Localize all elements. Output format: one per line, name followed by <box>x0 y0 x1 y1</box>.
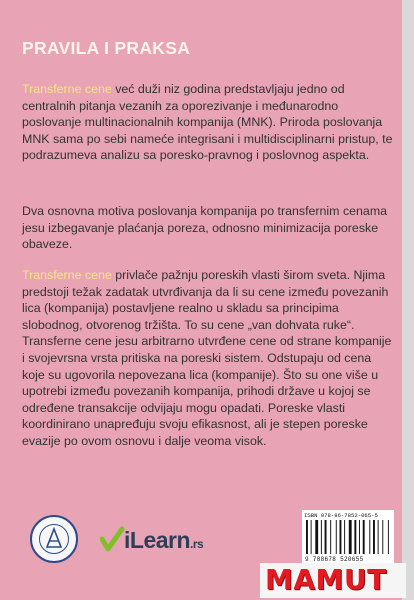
logo-main-text: iLearn <box>124 527 191 553</box>
logo-suffix-text: .rs <box>190 537 204 551</box>
cover-title: PRAVILA I PRAKSA <box>22 38 191 58</box>
logo-wordmark <box>124 527 203 554</box>
paragraph-tax-authorities <box>22 267 394 450</box>
page-edge <box>402 0 414 600</box>
paragraph-intro <box>22 81 394 164</box>
highlight-term: Transferne cene <box>22 82 112 96</box>
paragraph-text: već duži niz godina predstavljaju jedno od centralnih pitanja vezanih za oporezivanje i međunarodno poslovanje multinacionalnih kompanija (MNK). Priroda poslovanja MNK sama po sebi nameće integrisani i multidisciplinarni pristup, te podrazumeva analizu sa poresko-pravnog i poslovnog aspekta. <box>22 82 393 163</box>
university-seal-icon <box>30 515 78 563</box>
paragraph-text: privlače pažnju poreskih vlasti širom sveta. Njima predstoji težak zadatak utvrđivanja da li su cene između povezanih lica (kompanija) postavljene realno u skladu sa principima slobodnog, otvorenog tržišta. To su cene „van dohvata ruke“. Transferne cene jesu arbitrarno utvrđene cene od strane kompanije i svojevrsna vrsta pritiska na poreski sistem. Odstupaju od cena koje su ugovorila nepovezana lica (kompanije). Što su one više u upotrebi između povezanih kompanija, prihodi države u kojoj se određene transakcije odvijaju mogu opadati. Poreske vlasti koordinirano unapređuju svoju efikasnost, ali je stepen poreske evazije po ovom osnovu i dalje veoma visok. <box>22 268 392 448</box>
watermark-text: MAMUT <box>265 563 387 596</box>
seal-emblem <box>32 517 76 561</box>
barcode-number: 9 788678 520655 <box>305 556 364 563</box>
paragraph-text: Dva osnovna motiva poslovanja kompanija po transfernim cenama jesu izbegavanje plaćanja poreza, odnosno minimizacija poreske obaveze. <box>22 204 388 252</box>
paragraph-motives <box>22 203 394 253</box>
barcode-icon <box>305 520 391 554</box>
isbn-text: ISBN 978-86-7852-065-5 <box>304 512 378 519</box>
highlight-term: Transferne cene <box>22 268 112 282</box>
